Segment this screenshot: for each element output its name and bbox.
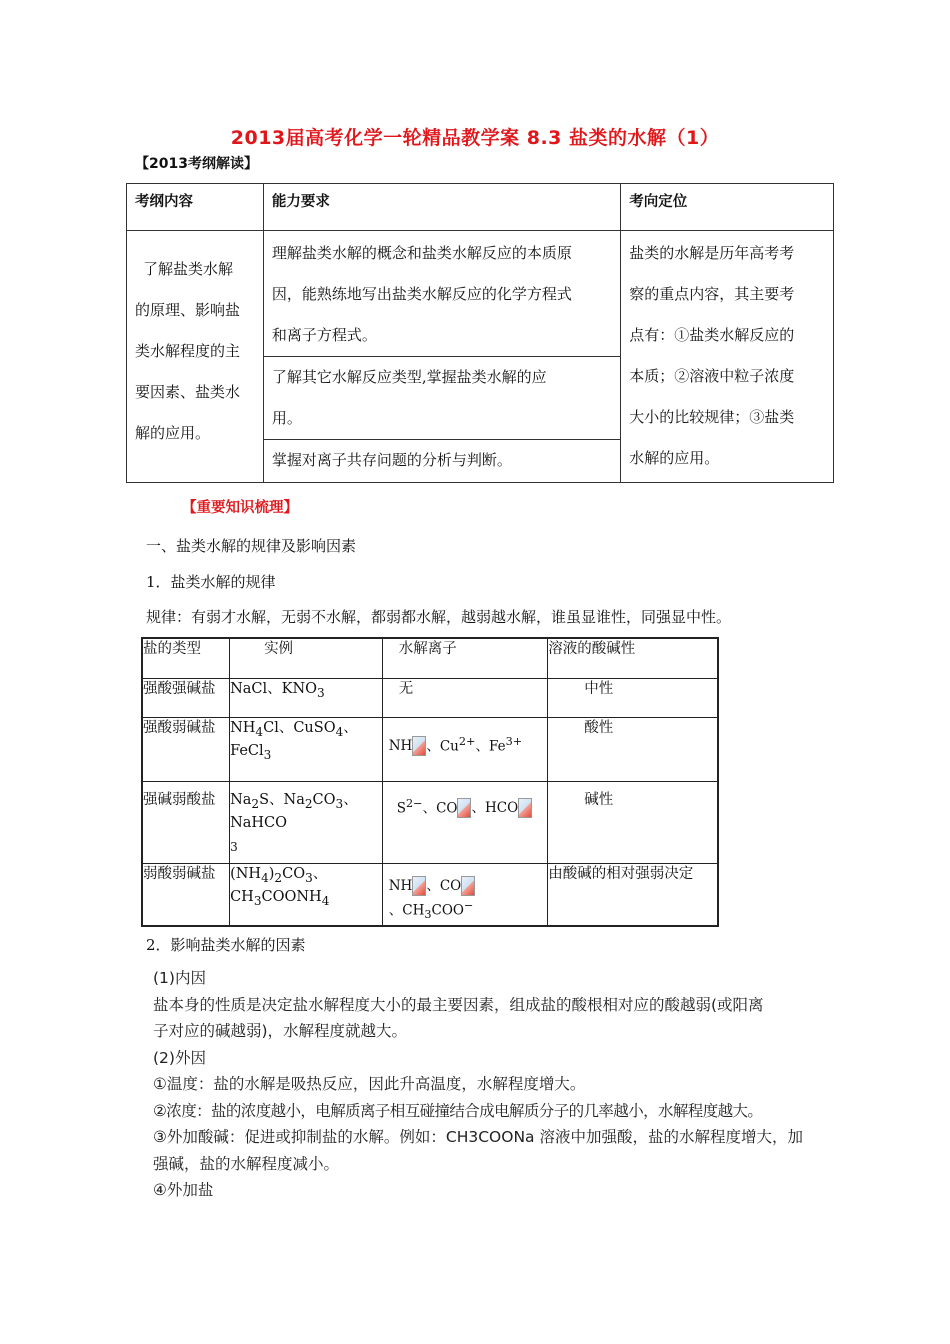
factor-line: (1)内因 bbox=[153, 969, 206, 987]
solution-nature: 碱性 bbox=[548, 781, 718, 863]
solution-nature: 中性 bbox=[548, 678, 718, 717]
salt-type: 弱酸弱碱盐 bbox=[142, 863, 230, 926]
factor-line: 子对应的碱越弱)，水解程度就越大。 bbox=[153, 1022, 408, 1040]
content-line: 解的应用。 bbox=[135, 424, 211, 442]
ability-line: 用。 bbox=[271, 409, 302, 427]
table-row bbox=[142, 678, 718, 717]
hydrolysis-ions: NH 、CO、$CH_3COO^-$ bbox=[382, 863, 547, 926]
formula-image-icon bbox=[412, 876, 426, 896]
direction-line: 盐类的水解是历年高考考 bbox=[629, 244, 795, 262]
part1-heading: 一、盐类水解的规律及影响因素 bbox=[146, 537, 357, 555]
hydrolysis-ions: NH 、$Cu^{2+}$、$Fe^{3+}$ bbox=[382, 717, 547, 781]
section-heading: 【重要知识梳理】 bbox=[182, 500, 298, 516]
ability-line: 掌握对离子共存问题的分析与判断。 bbox=[271, 451, 512, 469]
salt-type: 强酸弱碱盐 bbox=[142, 717, 230, 781]
content-line: 类水解程度的主 bbox=[135, 342, 241, 360]
table-row bbox=[142, 863, 718, 926]
ability-line: 理解盐类水解的概念和盐类水解反应的本质原 bbox=[271, 244, 572, 262]
solution-nature: 酸性 bbox=[548, 717, 718, 781]
solution-nature: 由酸碱的相对强弱决定 bbox=[548, 863, 718, 926]
t2-header-type: 盐的类型 bbox=[142, 638, 230, 678]
factor-line: (2)外因 bbox=[153, 1048, 206, 1067]
t2-header-ions: 水解离子 bbox=[382, 638, 547, 678]
header-syllabus-content: 考纲内容 bbox=[127, 184, 264, 231]
ability-line: 和离子方程式。 bbox=[271, 326, 377, 344]
direction-line: 本质；②溶液中粒子浓度 bbox=[629, 367, 795, 385]
t2-header-example: 实例 bbox=[230, 638, 383, 678]
header-direction: 考向定位 bbox=[621, 184, 834, 231]
part1-2-heading: 2．影响盐类水解的因素 bbox=[146, 936, 306, 954]
ability-cell bbox=[263, 357, 620, 440]
ability-line: 因，能熟练地写出盐类水解反应的化学方程式 bbox=[271, 285, 572, 303]
t2-header-nature: 溶液的酸碱性 bbox=[548, 638, 718, 678]
direction-line: 水解的应用。 bbox=[629, 449, 720, 467]
ability-line: 了解其它水解反应类型,掌握盐类水解的应 bbox=[271, 368, 547, 386]
factor-line: ②浓度：盐的浓度越小，电解质离子相互碰撞结合成电解质分子的几率越小，水解程度越大。 bbox=[153, 1101, 763, 1120]
content-line: 要因素、盐类水 bbox=[135, 383, 241, 401]
direction-line: 大小的比较规律；③盐类 bbox=[629, 408, 795, 426]
content-line: 的原理、影响盐 bbox=[135, 301, 241, 319]
syllabus-content-cell bbox=[127, 231, 264, 483]
formula-image-icon bbox=[412, 736, 426, 756]
header-ability: 能力要求 bbox=[263, 184, 620, 231]
salt-example: $Na_2S$、$Na_2CO_3$、NaHCO $_3$ bbox=[230, 781, 383, 863]
syllabus-subheading: 【2013考纲解读】 bbox=[135, 156, 258, 172]
direction-line: 察的重点内容，其主要考 bbox=[629, 285, 795, 303]
factors-block bbox=[153, 965, 833, 1204]
salt-type: 强碱弱酸盐 bbox=[142, 781, 230, 863]
ability-cell bbox=[263, 231, 620, 357]
factor-line: 强碱，盐的水解程度减小。 bbox=[153, 1154, 340, 1173]
formula-image-icon bbox=[457, 798, 471, 818]
factor-line: 盐本身的性质是决定盐水解程度大小的最主要因素，组成盐的酸根相对应的酸越弱(或阳离 bbox=[153, 995, 764, 1014]
rule-text: 规律：有弱才水解，无弱不水解，都弱都水解，越弱越水解，谁虽显谁性，同强显中性。 bbox=[146, 608, 732, 626]
formula-image-icon bbox=[461, 876, 475, 896]
factor-line: ①温度：盐的水解是吸热反应，因此升高温度，水解程度增大。 bbox=[153, 1075, 586, 1093]
salt-type: 强酸强碱盐 bbox=[142, 678, 230, 717]
formula-image-icon bbox=[518, 798, 532, 818]
salt-example: $(NH_4)_2CO_3$、$CH_3COONH_4$ bbox=[230, 863, 383, 926]
salt-example: NaCl、$KNO_3$ bbox=[230, 678, 383, 717]
syllabus-table bbox=[126, 183, 834, 483]
table-row bbox=[142, 717, 718, 781]
content-line: 了解盐类水解 bbox=[143, 260, 234, 278]
hydrolysis-ions: $S^{2-}$、CO 、HCO bbox=[382, 781, 547, 863]
part1-1-heading: 1．盐类水解的规律 bbox=[146, 573, 276, 591]
page-title: 2013届高考化学一轮精品教学案 8.3 盐类的水解（1） bbox=[230, 127, 720, 149]
ability-cell bbox=[263, 440, 620, 483]
hydrolysis-table bbox=[141, 637, 719, 927]
hydrolysis-ions: 无 bbox=[382, 678, 547, 717]
salt-example: $NH_4Cl$、CuSO$_4$、FeCl$_3$ bbox=[230, 717, 383, 781]
table-row bbox=[142, 781, 718, 863]
factor-line: ③外加酸碱：促进或抑制盐的水解。例如：CH3COONa 溶液中加强酸，盐的水解程度增大，加 bbox=[153, 1128, 803, 1146]
factor-line: ④外加盐 bbox=[153, 1181, 214, 1199]
direction-cell bbox=[621, 231, 834, 483]
direction-line: 点有：①盐类水解反应的 bbox=[629, 326, 795, 344]
